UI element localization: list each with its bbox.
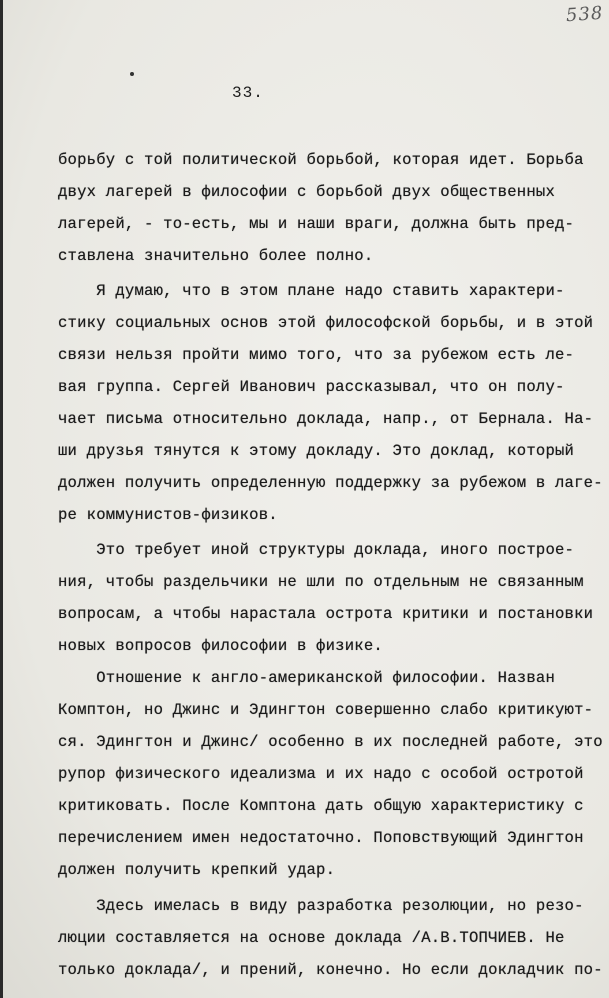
text-line: люции составляется на основе доклада /А.В.ТОПЧИЕВ. Не [58,929,565,947]
ink-speck [130,72,134,76]
text-line: ши друзья тянутся к этому докладу. Это доклад, который [58,442,575,460]
text-line: рупор физического идеализма и их надо с особой остротой [58,765,584,783]
scan-edge-shadow [0,0,3,998]
text-line: ставлена значительно более полно. [58,247,374,265]
text-line: перечислением имен недостаточно. Поповствующий Эдингтон [58,829,584,847]
text-line: Отношение к англо-американской философии. Назван [58,669,556,687]
text-line: только доклада/, и прений, конечно. Но если докладчик по- [58,961,603,979]
text-line: должен получить крепкий удар. [58,861,336,879]
text-line: Я думаю, что в этом плане надо ставить характери- [58,282,565,300]
text-line: должен получить определенную поддержку за рубежом в лаге- [58,474,603,492]
text-line: связи нельзя пройти мимо того, что за рубежом есть ле- [58,346,575,364]
text-line: Это требует иной структуры доклада, иного построе- [58,541,575,559]
archive-page-number: 538 [565,2,605,27]
text-line: ния, чтобы раздельчики не шли по отдельным не связанным [58,573,584,591]
text-line: ре коммунистов-физиков. [58,506,278,524]
text-line: стику социальных основ этой философской борьбы, и в этой [58,314,594,332]
text-line: вая группа. Сергей Иванович рассказывал, что он полу- [58,378,565,396]
page-number: 33. [232,84,264,102]
text-line: вопросам, а чтобы нарастала острота критики и постановки [58,605,594,623]
text-line: ся. Эдингтон и Джинс/ особенно в их последней работе, это [58,733,603,751]
text-line: лагерей, - то-есть, мы и наши враги, должна быть пред- [58,215,575,233]
text-line: новых вопросов философии в физике. [58,637,383,655]
text-line: чает письма относительно доклада, напр., от Бернала. На- [58,410,594,428]
text-line: критиковать. После Комптона дать общую характеристику с [58,797,584,815]
text-line: борьбу с той политической борьбой, которая идет. Борьба [58,151,584,169]
text-line: Здесь имелась в виду разработка резолюции, но резо- [58,897,584,915]
text-line: двух лагерей в философии с борьбой двух общественных [58,183,556,201]
text-line: Комптон, но Джинс и Эдингтон совершенно слабо критикуют- [58,701,594,719]
